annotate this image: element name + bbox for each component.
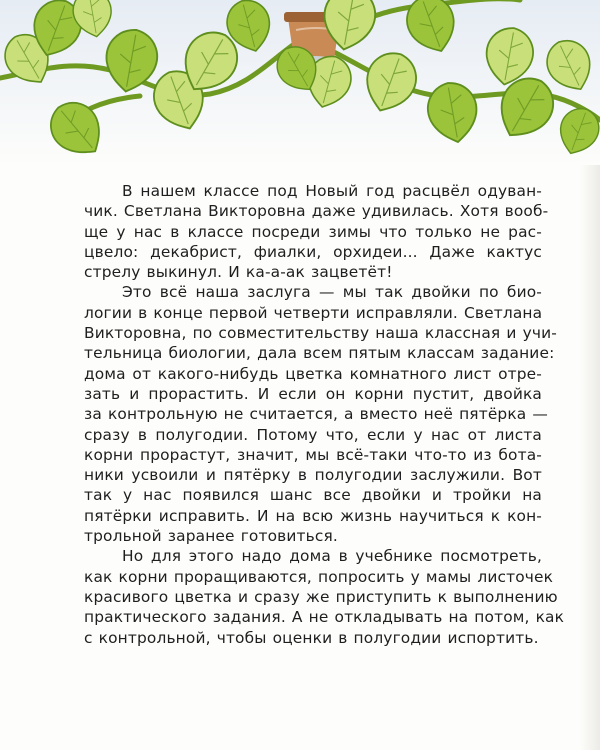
text-line: цвело: декабрист, фиалки, орхидеи... Даже кактус	[84, 242, 542, 261]
text-line: красивого цветка и сразу же приступить к выполнению	[84, 587, 558, 606]
story-text	[84, 181, 565, 648]
text-line: Но для этого надо дома в учебнике посмотреть,	[122, 547, 542, 566]
text-line: чик. Светлана Викторовна даже удивилась. Хотя вооб-	[84, 202, 549, 221]
text-line: тельница биологии, дала всем пятым классам задание:	[84, 344, 555, 363]
paragraph-1	[84, 181, 549, 282]
text-line: стрелу выкинул. И ка-а-ак зацветёт!	[84, 263, 393, 282]
text-line: сразу в полугодии. Потому что, если у нас от листа	[84, 425, 542, 444]
text-line: дома от какого-нибудь цветка комнатного лист отре-	[84, 364, 542, 383]
text-line: за контрольную не считается, а вместо неё пятёрка —	[84, 405, 548, 424]
text-line: практического задания. А не откладывать на потом, как	[84, 608, 565, 627]
vine-illustration	[0, 0, 600, 170]
text-line: логии в конце первой четверти исправляли. Светлана	[84, 303, 543, 322]
paragraph-3	[84, 546, 565, 647]
text-line: пятёрки исправить. И на всю жизнь научиться к кон-	[84, 506, 542, 525]
text-line: с контрольной, чтобы оценки в полугодии испортить.	[84, 628, 539, 647]
text-line: зать и прорастить. И если он корни пустит, двойка	[84, 384, 542, 403]
text-line: Викторовна, по совместительству наша классная и учи-	[84, 324, 557, 343]
text-line: ще у нас в классе посреди зимы что только не рас-	[84, 222, 542, 241]
text-line: Это всё наша заслуга — мы так двойки по био-	[122, 283, 542, 302]
text-line: трольной заранее готовиться.	[84, 527, 338, 546]
text-line: В нашем классе под Новый год расцвёл одуван-	[122, 182, 542, 200]
text-line: как корни проращиваются, попросить у мамы листочек	[84, 567, 554, 586]
text-line: ники усвоили и пятёрку в полугодии заслужили. Вот	[84, 466, 542, 485]
text-line: так у нас появился шанс все двойки и тройки на	[84, 486, 542, 505]
paragraph-2	[84, 282, 557, 546]
text-line: корни прорастут, значит, мы всё-таки что-то из бота-	[84, 445, 542, 464]
